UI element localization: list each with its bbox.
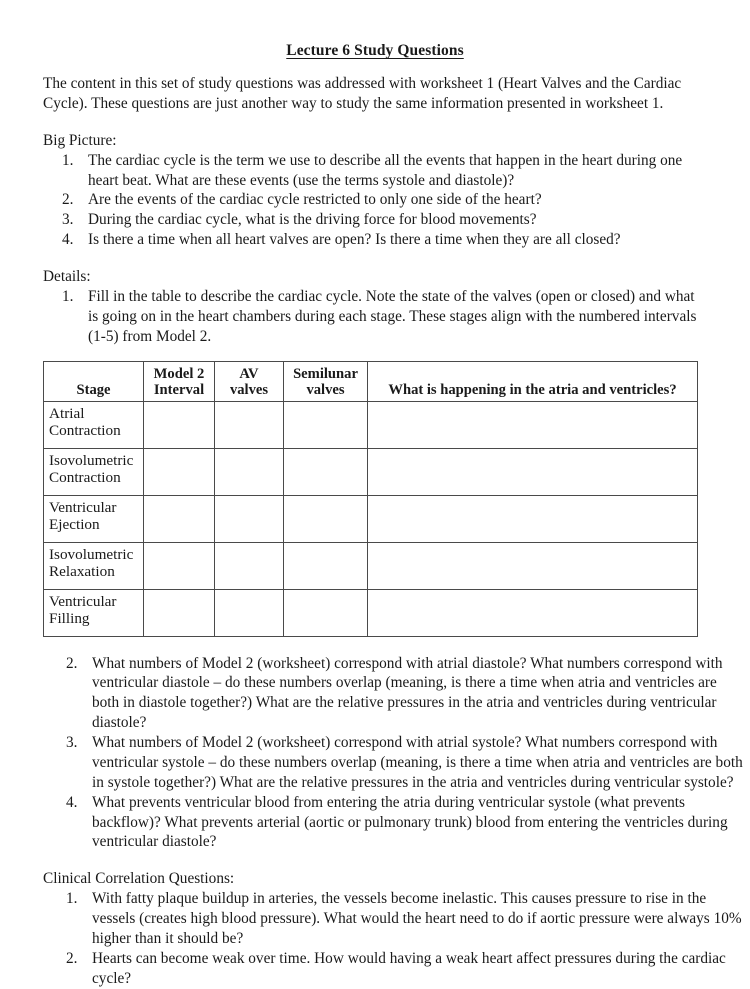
intro-paragraph: The content in this set of study questions was addressed with worksheet 1 (Heart Valves and the Cardiac Cycle). These questions are just another way to study the same information presented in worksheet 1.	[43, 75, 682, 112]
cell-av-valves[interactable]	[215, 589, 284, 636]
column-header-av-line2: valves	[229, 382, 269, 399]
cell-model-interval[interactable]	[144, 448, 215, 495]
column-header-semilunar-valves	[284, 361, 368, 401]
list-item-text: Are the events of the cardiac cycle restricted to only one side of the heart?	[88, 191, 542, 209]
table-row	[44, 589, 698, 636]
details-list-before-table	[43, 287, 703, 347]
list-item-text: The cardiac cycle is the term we use to describe all the events that happen in the heart during one heart beat. What are these events (use the terms systole and diastole)?	[88, 151, 683, 189]
list-item-text: Hearts can become weak over time. How would having a weak heart affect pressures during the cardiac cycle?	[92, 949, 726, 987]
spacer-before-clinical	[43, 852, 703, 869]
list-item-text: Fill in the table to describe the cardiac cycle. Note the state of the valves (open or closed) and what is going on in the heart chambers during each stage. These stages align with the numbered intervals (1-5) from Model 2.	[88, 287, 697, 345]
document-body	[43, 74, 743, 989]
cell-stage	[44, 542, 144, 589]
cardiac-cycle-table-wrapper	[43, 361, 703, 637]
cell-stage-line1: Ventricular	[49, 498, 117, 516]
list-item	[43, 654, 747, 734]
page-title-text: Lecture 6 Study Questions	[286, 42, 464, 59]
details-list-after-table	[43, 654, 743, 853]
cell-stage-line2: Contraction	[49, 422, 121, 440]
column-header-semilunar-line1: Semilunar	[293, 365, 358, 382]
list-item	[43, 889, 747, 949]
list-item-text: During the cardiac cycle, what is the driving force for blood movements?	[88, 211, 537, 229]
cell-stage-line2: Ejection	[49, 516, 100, 534]
spacer-before-table	[43, 347, 703, 361]
list-item	[43, 949, 747, 989]
list-item-number: 2.	[66, 949, 78, 967]
list-item-number: 2.	[62, 191, 74, 209]
clinical-correlation-heading: Clinical Correlation Questions:	[43, 870, 235, 888]
clinical-correlation-list	[43, 889, 742, 988]
cell-av-valves[interactable]	[215, 542, 284, 589]
spacer-after-intro	[43, 114, 703, 131]
list-item	[43, 210, 703, 230]
list-item	[43, 287, 703, 347]
cell-stage	[44, 495, 144, 542]
list-item-text: What numbers of Model 2 (worksheet) correspond with atrial systole? What numbers correspond with ventricular systole – do these numbers overlap (meaning, is there a time when atria and ventricles are both in systole together?) What are the relative pressures in the atria and ventricles during ventricular systole?	[92, 734, 743, 791]
cell-model-interval[interactable]	[144, 401, 215, 448]
cell-av-valves[interactable]	[215, 495, 284, 542]
cell-description[interactable]	[368, 589, 698, 636]
list-item-text: What prevents ventricular blood from entering the atria during ventricular systole (what prevents backflow)? What prevents arterial (aortic or pulmonary trunk) blood from entering the ventricles during ventricular diastole?	[92, 793, 728, 851]
cell-stage	[44, 448, 144, 495]
column-header-description-text: What is happening in the atria and ventricles?	[388, 382, 677, 399]
table-row	[44, 448, 698, 495]
big-picture-list	[43, 151, 703, 250]
details-heading: Details:	[43, 268, 91, 285]
list-item-number: 2.	[66, 654, 78, 672]
list-item-number: 4.	[62, 231, 74, 249]
list-item	[43, 793, 747, 853]
cell-semilunar-valves[interactable]	[284, 589, 368, 636]
cell-description[interactable]	[368, 495, 698, 542]
table-row	[44, 495, 698, 542]
spacer-after-big-picture	[43, 250, 703, 267]
table-head	[44, 361, 698, 401]
cell-description[interactable]	[368, 401, 698, 448]
table-row	[44, 542, 698, 589]
big-picture-heading: Big Picture:	[43, 131, 117, 149]
list-item	[43, 151, 703, 191]
cell-stage-line1: Atrial	[49, 404, 85, 422]
list-item-number: 1.	[66, 890, 78, 908]
cell-stage-line2: Filling	[49, 610, 90, 628]
list-item	[43, 190, 703, 210]
cell-av-valves[interactable]	[215, 401, 284, 448]
column-header-stage	[44, 361, 144, 401]
list-item-number: 4.	[66, 793, 78, 811]
column-header-model-line1: Model 2	[153, 365, 205, 382]
list-item	[43, 733, 747, 793]
cell-description[interactable]	[368, 542, 698, 589]
list-item-text: Is there a time when all heart valves are open? Is there a time when they are all closed?	[88, 231, 621, 249]
cell-stage-line1: Ventricular	[49, 592, 117, 610]
cell-model-interval[interactable]	[144, 495, 215, 542]
column-header-description	[368, 361, 698, 401]
cardiac-cycle-table	[43, 361, 698, 637]
cell-stage	[44, 401, 144, 448]
column-header-stage-line2: Stage	[76, 382, 111, 399]
column-header-model-interval	[144, 361, 215, 401]
table-body	[44, 401, 698, 636]
cell-stage	[44, 589, 144, 636]
list-item-number: 1.	[62, 287, 74, 305]
column-header-av-line1: AV	[239, 365, 259, 382]
table-header-row	[44, 361, 698, 401]
list-item-text: With fatty plaque buildup in arteries, the vessels become inelastic. This causes pressure to rise in the vessels (creates high blood pressure). What would the heart need to do if aortic pressure were always 10% higher than it should be?	[92, 890, 742, 947]
table-row	[44, 401, 698, 448]
column-header-semilunar-line2: valves	[306, 382, 345, 399]
list-item-text: What numbers of Model 2 (worksheet) correspond with atrial diastole? What numbers correspond with ventricular diastole – do these numbers overlap (meaning, is there a time when atria and ventricles are both in diastole together?) What are the relative pressures in the atria and ventricles during ventricular diastole?	[92, 654, 723, 732]
cell-model-interval[interactable]	[144, 589, 215, 636]
list-item-number: 3.	[66, 734, 78, 751]
page-title	[0, 42, 750, 61]
list-item	[43, 230, 703, 250]
list-item-number: 1.	[62, 151, 74, 169]
cell-av-valves[interactable]	[215, 448, 284, 495]
list-item-number: 3.	[62, 211, 74, 229]
cell-stage-line2: Contraction	[49, 469, 121, 487]
cell-model-interval[interactable]	[144, 542, 215, 589]
spacer-after-table	[43, 637, 703, 654]
cell-stage-line2: Relaxation	[49, 563, 115, 581]
column-header-model-line2: Interval	[153, 382, 205, 399]
cell-stage-line1: Isovolumetric	[49, 451, 134, 469]
cell-semilunar-valves[interactable]	[284, 542, 368, 589]
cell-semilunar-valves[interactable]	[284, 448, 368, 495]
cell-stage-line1: Isovolumetric	[49, 545, 134, 563]
cell-semilunar-valves[interactable]	[284, 401, 368, 448]
cell-semilunar-valves[interactable]	[284, 495, 368, 542]
cell-description[interactable]	[368, 448, 698, 495]
column-header-av-valves	[215, 361, 284, 401]
